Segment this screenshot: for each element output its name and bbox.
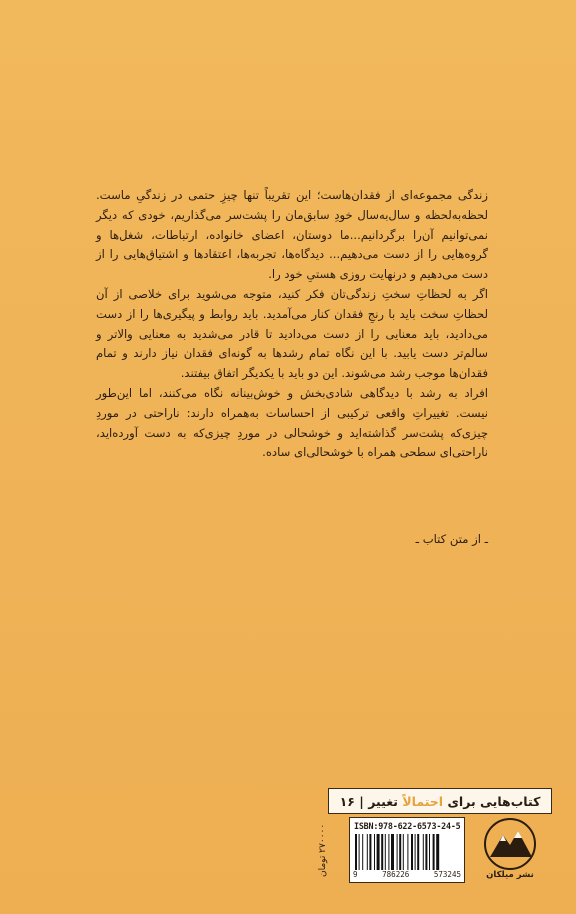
price-label: ۲۷۰۰۰۰ تومان [318, 823, 328, 877]
isbn-number: ISBN:978-622-6573-24-5 [354, 821, 461, 831]
series-label: کتاب‌هایی برای احتمالاً تغییر | ۱۶ [328, 788, 552, 814]
barcode-digits [353, 870, 461, 879]
barcode-digit-lead: 9 [353, 870, 358, 879]
barcode-digit-group-2: 573245 [433, 870, 461, 879]
series-number: ۱۶ [339, 793, 355, 809]
blurb-text [96, 186, 488, 463]
series-prefix: کتاب‌هایی برای [447, 793, 541, 809]
series-suffix: تغییر [368, 793, 398, 809]
publisher-logo-icon [470, 817, 550, 871]
barcode [349, 817, 465, 883]
blurb-paragraph-2: اگر به لحظاتِ سختِ زندگی‌تان فکر کنید، متوجه می‌شوید برای خلاصی از آن لحظاتِ سخت باید با رنجِ فقدان کنار می‌آمدید. باید روابط و پیگیری‌ها را از دست می‌دادید، باید معنایی را از دست می‌دادید تا قادر می‌شدید به معنایی والاتر و سالم‌تر دست یابید. با این نگاه تمام رشدها به گونه‌ای فقدان نیاز دارند و تمام فقدان‌ها موجب رشد می‌شوند. این دو باید با یکدیگر اتفاق بیفتند. [96, 286, 488, 381]
publisher-block [470, 817, 550, 887]
series-highlight: احتمالاً [402, 793, 444, 809]
barcode-digit-group-1: 786226 [382, 870, 410, 879]
publisher-name: نشر میلکان [486, 870, 534, 880]
blurb-paragraph-1: زندگی مجموعه‌ای از فقدان‌هاست؛ این تقریباً تنها چیزِ حتمی در زندگیِ ماست. لحظه‌به‌لحظه و سال‌به‌سال خودِ سابق‌مان را پشت‌سر می‌گذاریم، خودی که دیگر نمی‌توانیم آن‌را برگردانیم...ما دوستان، اعضای خانواده، ارتباطات، شغل‌ها و گروه‌هایی را از دست می‌دهیم... دیدگاه‌ها، تجربه‌ها، اعتقادها و اشتیاق‌هایی را از دست می‌دهیم و درنهایت روزی هستیِ خود را. [96, 188, 488, 282]
barcode-bars-icon [355, 834, 461, 870]
source-attribution: ـ از متن کتاب ـ [415, 532, 488, 546]
blurb-paragraph-3: افراد به رشد با دیدگاهی شادی‌بخش و خوش‌بینانه نگاه می‌کنند، اما این‌طور نیست. تغییراتِ واقعی ترکیبی از احساسات به‌همراه دارند: ناراحتی در موردِ چیزی‌که پشت‌سر گذاشته‌اید و خوشحالی در موردِ چیزی‌که به دست آورده‌اید، ناراحتی‌ای سطحی همراه با خوشحالی‌ای ساده. [96, 385, 488, 460]
